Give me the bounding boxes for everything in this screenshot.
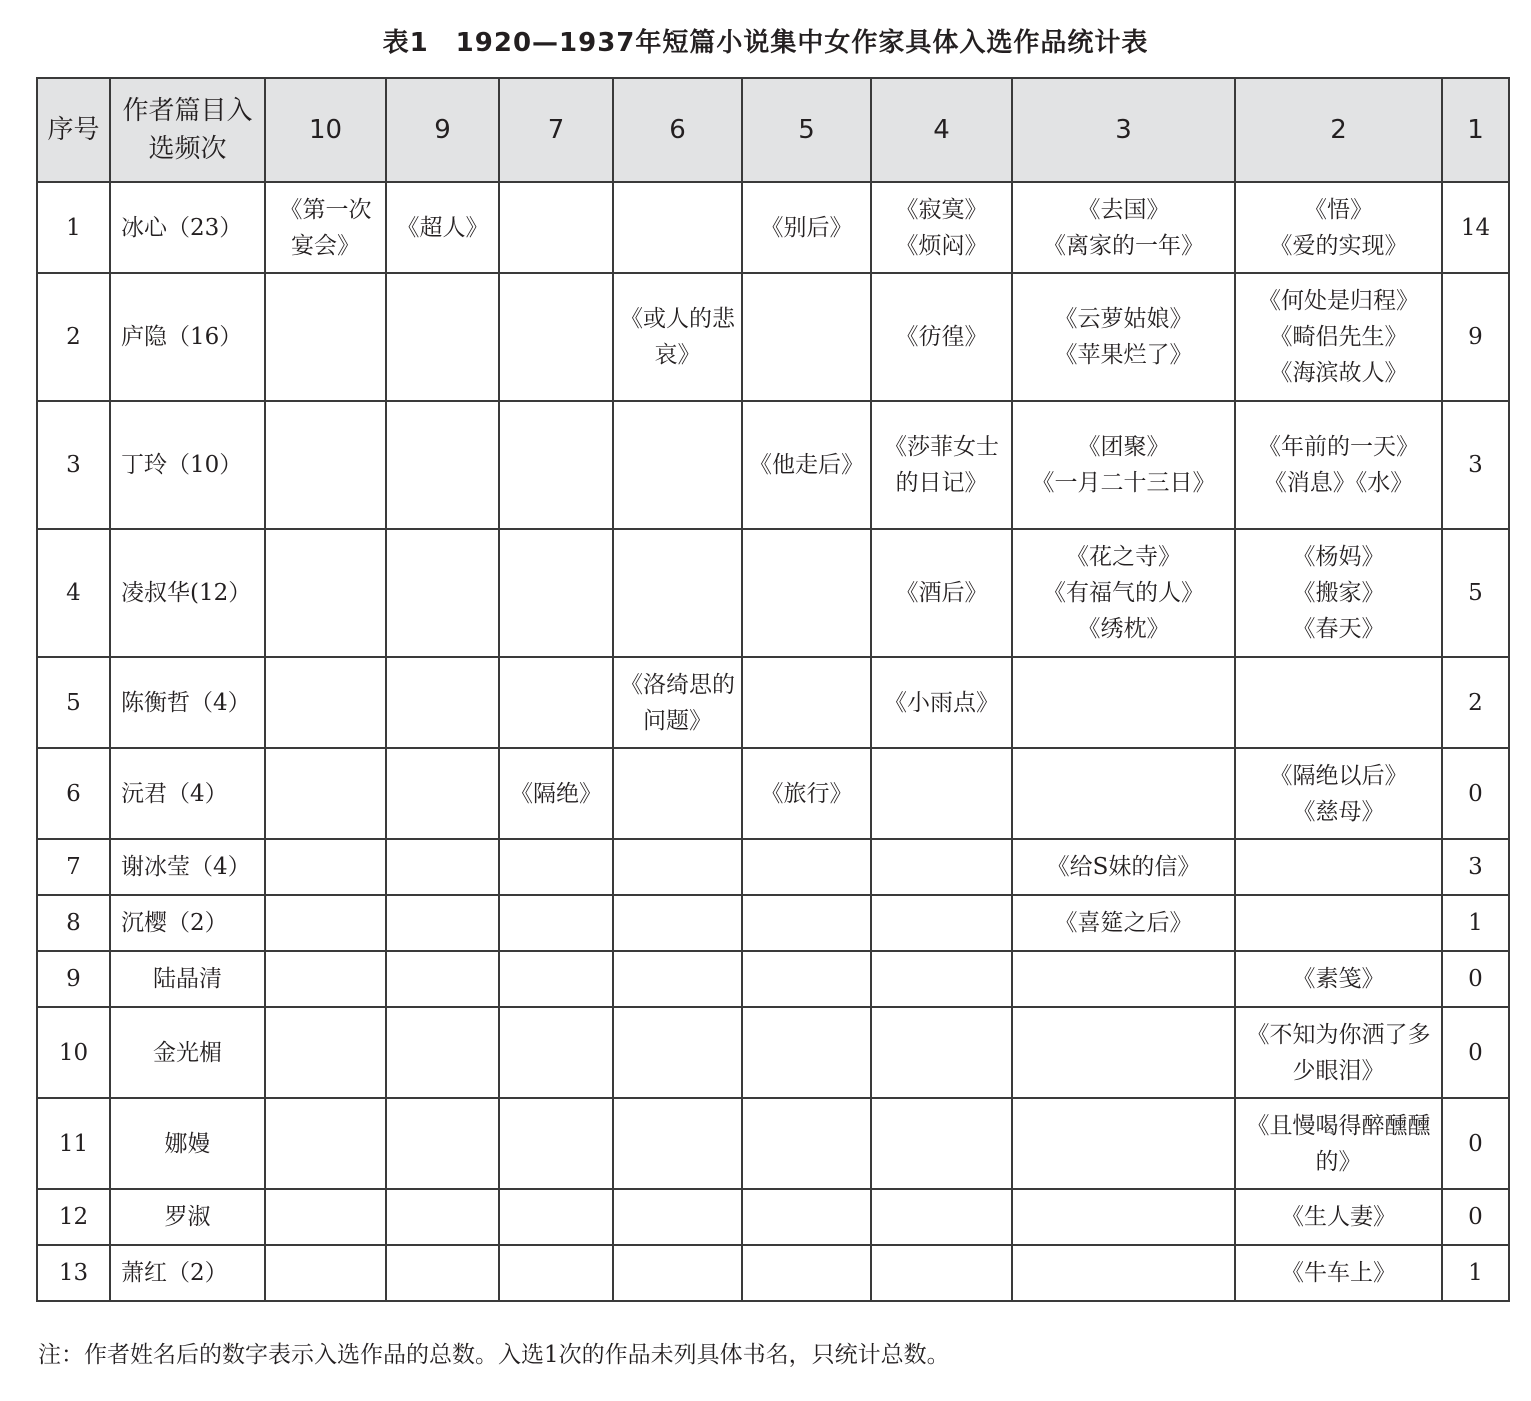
works-cell: [265, 1098, 386, 1189]
work-title: 《素笺》: [1292, 966, 1385, 992]
work-title: 《隔绝》: [510, 780, 602, 807]
works-cell: [1235, 951, 1442, 1007]
works-cell: [265, 182, 386, 273]
works-cell: [386, 182, 499, 273]
works-cell: [613, 1098, 742, 1189]
author-name: 丁玲（10）: [110, 401, 265, 529]
work-title: 《喜筵之后》: [1054, 910, 1193, 936]
work-title: 《且慢喝得醉醺醺的》: [1246, 1112, 1431, 1175]
work-title: 《第一次宴会》: [279, 196, 372, 259]
works-cell: [499, 748, 613, 839]
work-title: 《杨妈》: [1292, 544, 1385, 570]
works-cell: [265, 839, 386, 895]
works-cell: [265, 1189, 386, 1245]
row-index: 4: [37, 529, 110, 657]
works-cell: [386, 951, 499, 1007]
table-row: [37, 1098, 1509, 1189]
work-title: 《彷徨》: [895, 324, 988, 350]
works-cell: [1235, 182, 1442, 273]
works-cell: [613, 182, 742, 273]
row-index: 13: [37, 1245, 110, 1301]
works-cell: [1012, 273, 1235, 401]
works-cell: [871, 1245, 1012, 1301]
works-cell: [386, 895, 499, 951]
works-cell: [1012, 748, 1235, 839]
works-cell: [265, 657, 386, 748]
works-cell: [871, 1189, 1012, 1245]
works-cell: [386, 839, 499, 895]
works-cell: [742, 895, 871, 951]
works-cell: [265, 1245, 386, 1301]
table-row: [37, 401, 1509, 529]
row-index: 9: [37, 951, 110, 1007]
work-title: 《烦闷》: [895, 232, 988, 259]
works-cell: [871, 273, 1012, 401]
works-cell: [1012, 951, 1235, 1007]
work-title: 《消息》《水》: [1263, 470, 1414, 496]
work-title: 《绣枕》: [1077, 616, 1170, 642]
table-row: [37, 1007, 1509, 1098]
works-cell: [1235, 657, 1442, 748]
works-cell: [613, 529, 742, 657]
work-title: 《畸侣先生》: [1269, 324, 1408, 350]
work-title: 《去国》: [1077, 196, 1170, 223]
count-1: 9: [1442, 273, 1509, 401]
row-index: 10: [37, 1007, 110, 1098]
works-cell: [613, 401, 742, 529]
works-cell: [742, 657, 871, 748]
statistics-table: [36, 77, 1510, 1302]
works-cell: [265, 1007, 386, 1098]
work-title: 《春天》: [1292, 616, 1385, 642]
works-cell: [742, 951, 871, 1007]
work-title: 《别后》: [760, 214, 853, 241]
author-name: 罗淑: [110, 1189, 265, 1245]
count-1: 0: [1442, 1189, 1509, 1245]
row-index: 7: [37, 839, 110, 895]
count-1: 0: [1442, 1007, 1509, 1098]
works-cell: [742, 1098, 871, 1189]
author-name: 陈衡哲（4）: [110, 657, 265, 748]
footnote: 注：作者姓名后的数字表示入选作品的总数。入选1次的作品未列具体书名，只统计总数。: [38, 1342, 950, 1368]
work-title: 《他走后》: [749, 452, 864, 478]
works-cell: [499, 273, 613, 401]
work-title: 《给S妹的信》: [1046, 854, 1201, 880]
works-cell: [613, 1007, 742, 1098]
author-name: 沅君（4）: [110, 748, 265, 839]
table-row: [37, 839, 1509, 895]
works-cell: [742, 182, 871, 273]
works-cell: [742, 273, 871, 401]
works-cell: [265, 951, 386, 1007]
author-name: 娜嫚: [110, 1098, 265, 1189]
works-cell: [1012, 657, 1235, 748]
header-index: 序号: [37, 78, 110, 182]
works-cell: [1235, 1007, 1442, 1098]
work-title: 《隔绝以后》: [1269, 762, 1408, 789]
works-cell: [499, 951, 613, 1007]
works-cell: [871, 529, 1012, 657]
work-title: 《不知为你洒了多少眼泪》: [1246, 1021, 1431, 1084]
work-title: 《慈母》: [1292, 798, 1385, 825]
works-cell: [613, 748, 742, 839]
works-cell: [499, 1098, 613, 1189]
works-cell: [386, 1007, 499, 1098]
table-row: [37, 1189, 1509, 1245]
works-cell: [742, 748, 871, 839]
works-cell: [871, 1098, 1012, 1189]
works-cell: [499, 657, 613, 748]
author-name: 陆晶清: [110, 951, 265, 1007]
work-title: 《酒后》: [895, 580, 988, 606]
count-1: 3: [1442, 401, 1509, 529]
author-name: 庐隐（16）: [110, 273, 265, 401]
row-index: 8: [37, 895, 110, 951]
works-cell: [871, 657, 1012, 748]
count-1: 2: [1442, 657, 1509, 748]
header-freq-10: 10: [265, 78, 386, 182]
works-cell: [871, 748, 1012, 839]
work-title: 《小雨点》: [884, 689, 999, 716]
table-row: [37, 951, 1509, 1007]
count-1: 5: [1442, 529, 1509, 657]
table-row: [37, 182, 1509, 273]
works-cell: [1235, 529, 1442, 657]
works-cell: [613, 839, 742, 895]
work-title: 《搬家》: [1292, 580, 1385, 606]
row-index: 2: [37, 273, 110, 401]
works-cell: [1235, 1245, 1442, 1301]
work-title: 《何处是归程》: [1258, 288, 1419, 314]
table-row: [37, 895, 1509, 951]
work-title: 《苹果烂了》: [1054, 342, 1193, 368]
header-freq-2: 2: [1235, 78, 1442, 182]
works-cell: [1235, 401, 1442, 529]
row-index: 3: [37, 401, 110, 529]
author-name: 凌叔华(12）: [110, 529, 265, 657]
work-title: 《生人妻》: [1281, 1204, 1396, 1230]
works-cell: [742, 1189, 871, 1245]
row-index: 1: [37, 182, 110, 273]
works-cell: [1012, 529, 1235, 657]
table-body: [37, 182, 1509, 1301]
works-cell: [613, 273, 742, 401]
work-title: 《寂寞》: [895, 196, 988, 223]
work-title: 《莎菲女士的日记》: [884, 434, 999, 496]
works-cell: [1012, 839, 1235, 895]
header-freq-6: 6: [613, 78, 742, 182]
header-author: 作者篇目入选频次: [110, 78, 265, 182]
works-cell: [1012, 1007, 1235, 1098]
work-title: 《爱的实现》: [1269, 232, 1408, 259]
works-cell: [871, 895, 1012, 951]
work-title: 《悟》: [1304, 196, 1373, 223]
work-title: 《有福气的人》: [1043, 580, 1204, 606]
works-cell: [1012, 895, 1235, 951]
works-cell: [1235, 748, 1442, 839]
works-cell: [1235, 273, 1442, 401]
works-cell: [1012, 182, 1235, 273]
row-index: 11: [37, 1098, 110, 1189]
works-cell: [613, 951, 742, 1007]
work-title: 《团聚》: [1077, 434, 1170, 460]
works-cell: [265, 529, 386, 657]
header-freq-4: 4: [871, 78, 1012, 182]
header-freq-1: 1: [1442, 78, 1509, 182]
works-cell: [613, 1245, 742, 1301]
header-freq-3: 3: [1012, 78, 1235, 182]
works-cell: [871, 1007, 1012, 1098]
author-name: 谢冰莹（4）: [110, 839, 265, 895]
works-cell: [1235, 839, 1442, 895]
works-cell: [265, 273, 386, 401]
works-cell: [1235, 1189, 1442, 1245]
row-index: 6: [37, 748, 110, 839]
works-cell: [613, 657, 742, 748]
works-cell: [386, 529, 499, 657]
work-title: 《云萝姑娘》: [1054, 306, 1193, 332]
table-row: [37, 1245, 1509, 1301]
works-cell: [871, 401, 1012, 529]
works-cell: [386, 273, 499, 401]
works-cell: [499, 182, 613, 273]
table-row: [37, 657, 1509, 748]
works-cell: [499, 529, 613, 657]
works-cell: [386, 1098, 499, 1189]
count-1: 1: [1442, 1245, 1509, 1301]
table-row: [37, 273, 1509, 401]
work-title: 《年前的一天》: [1258, 434, 1419, 460]
author-name: 金光楣: [110, 1007, 265, 1098]
works-cell: [742, 1007, 871, 1098]
count-1: 0: [1442, 1098, 1509, 1189]
works-cell: [1012, 1189, 1235, 1245]
works-cell: [499, 895, 613, 951]
work-title: 《离家的一年》: [1043, 232, 1204, 259]
author-name: 冰心（23）: [110, 182, 265, 273]
works-cell: [386, 1189, 499, 1245]
works-cell: [499, 1189, 613, 1245]
works-cell: [871, 182, 1012, 273]
works-cell: [1012, 1245, 1235, 1301]
works-cell: [871, 951, 1012, 1007]
works-cell: [613, 1189, 742, 1245]
works-cell: [499, 1245, 613, 1301]
count-1: 14: [1442, 182, 1509, 273]
count-1: 3: [1442, 839, 1509, 895]
count-1: 0: [1442, 748, 1509, 839]
works-cell: [742, 839, 871, 895]
work-title: 《一月二十三日》: [1031, 470, 1216, 496]
count-1: 0: [1442, 951, 1509, 1007]
works-cell: [265, 401, 386, 529]
works-cell: [386, 401, 499, 529]
works-cell: [1235, 895, 1442, 951]
header-row: [37, 78, 1509, 182]
works-cell: [742, 1245, 871, 1301]
works-cell: [742, 401, 871, 529]
works-cell: [265, 895, 386, 951]
works-cell: [386, 1245, 499, 1301]
works-cell: [499, 1007, 613, 1098]
works-cell: [499, 839, 613, 895]
table-row: [37, 529, 1509, 657]
table-title: 表1 1920—1937年短篇小说集中女作家具体入选作品统计表: [382, 28, 1149, 58]
works-cell: [613, 895, 742, 951]
works-cell: [499, 401, 613, 529]
work-title: 《或人的悲哀》: [620, 306, 735, 368]
work-title: 《旅行》: [760, 780, 853, 807]
work-title: 《牛车上》: [1281, 1260, 1396, 1286]
works-cell: [386, 657, 499, 748]
count-1: 1: [1442, 895, 1509, 951]
work-title: 《洛绮思的问题》: [620, 671, 735, 734]
author-name: 沉樱（2）: [110, 895, 265, 951]
works-cell: [871, 839, 1012, 895]
table-row: [37, 748, 1509, 839]
header-freq-9: 9: [386, 78, 499, 182]
author-name: 萧红（2）: [110, 1245, 265, 1301]
work-title: 《花之寺》: [1066, 544, 1181, 570]
work-title: 《超人》: [396, 214, 489, 241]
works-cell: [742, 529, 871, 657]
row-index: 5: [37, 657, 110, 748]
header-freq-7: 7: [499, 78, 613, 182]
works-cell: [1012, 401, 1235, 529]
works-cell: [265, 748, 386, 839]
works-cell: [386, 748, 499, 839]
row-index: 12: [37, 1189, 110, 1245]
work-title: 《海滨故人》: [1269, 360, 1408, 386]
works-cell: [1235, 1098, 1442, 1189]
works-cell: [1012, 1098, 1235, 1189]
header-freq-5: 5: [742, 78, 871, 182]
